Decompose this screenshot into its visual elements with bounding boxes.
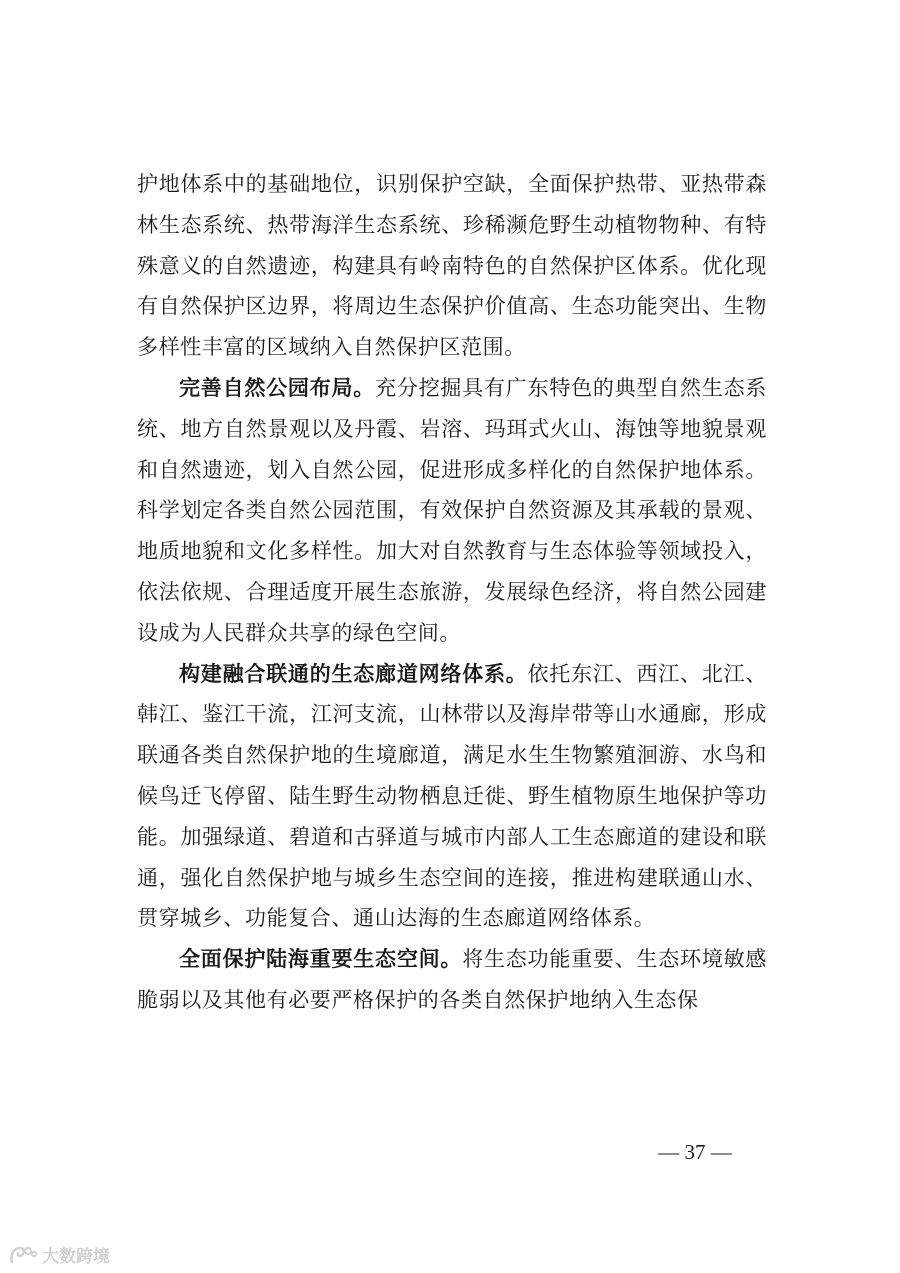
paragraph-text: 护地体系中的基础地位，识别保护空缺，全面保护热带、亚热带森林生态系统、热带海洋生态系统、珍稀濒危野生动植物物种、有特殊意义的自然遗迹，构建具有岭南特色的自然保护区体系。优化现有自然保护区边界，将周边生态保护价值高、生态功能突出、生物多样性丰富的区域纳入自然保护区范围。 (137, 172, 767, 360)
paragraph-nature-parks (137, 368, 767, 654)
paragraph-land-sea-protection (137, 939, 767, 1021)
paragraph-text: 将生态功能重要、生态环境敏感脆弱以及其他有必要严格保护的各类自然保护地纳入生态保 (137, 947, 767, 1012)
watermark-text: 大数跨境 (42, 1247, 110, 1267)
page-number: — 37 — (658, 1140, 732, 1164)
paragraph-text: 依托东江、西江、北江、韩江、鉴江干流，江河支流，山林带以及海岸带等山水通廊，形成联通各类自然保护地的生境廊道，满足水生生物繁殖洄游、水鸟和候鸟迁飞停留、陆生野生动物栖息迁徙、野生植物原生地保护等功能。加强绿道、碧道和古驿道与城市内部人工生态廊道的建设和联通，强化自然保护地与城乡生态空间的连接，推进构建联通山水、贯穿城乡、功能复合、通山达海的生态廊道网络体系。 (137, 661, 767, 931)
brand-logo-icon (8, 1244, 38, 1266)
paragraph-text: 充分挖掘具有广东特色的典型自然生态系统、地方自然景观以及丹霞、岩溶、玛珥式火山、海蚀等地貌景观和自然遗迹，划入自然公园，促进形成多样化的自然保护地体系。科学划定各类自然公园范围，有效保护自然资源及其承载的景观、地质地貌和文化多样性。加大对自然教育与生态体验等领域投入，依法依规、合理适度开展生态旅游，发展绿色经济，将自然公园建设成为人民群众共享的绿色空间。 (137, 375, 767, 645)
paragraph-heading: 全面保护陆海重要生态空间。 (179, 946, 463, 972)
watermark (8, 1242, 110, 1267)
paragraph-heading: 完善自然公园布局。 (179, 374, 376, 400)
paragraph-heading: 构建融合联通的生态廊道网络体系。 (179, 660, 528, 686)
body-text (137, 164, 767, 1021)
paragraph-continuation (137, 164, 767, 368)
paragraph-ecological-corridors (137, 654, 767, 940)
